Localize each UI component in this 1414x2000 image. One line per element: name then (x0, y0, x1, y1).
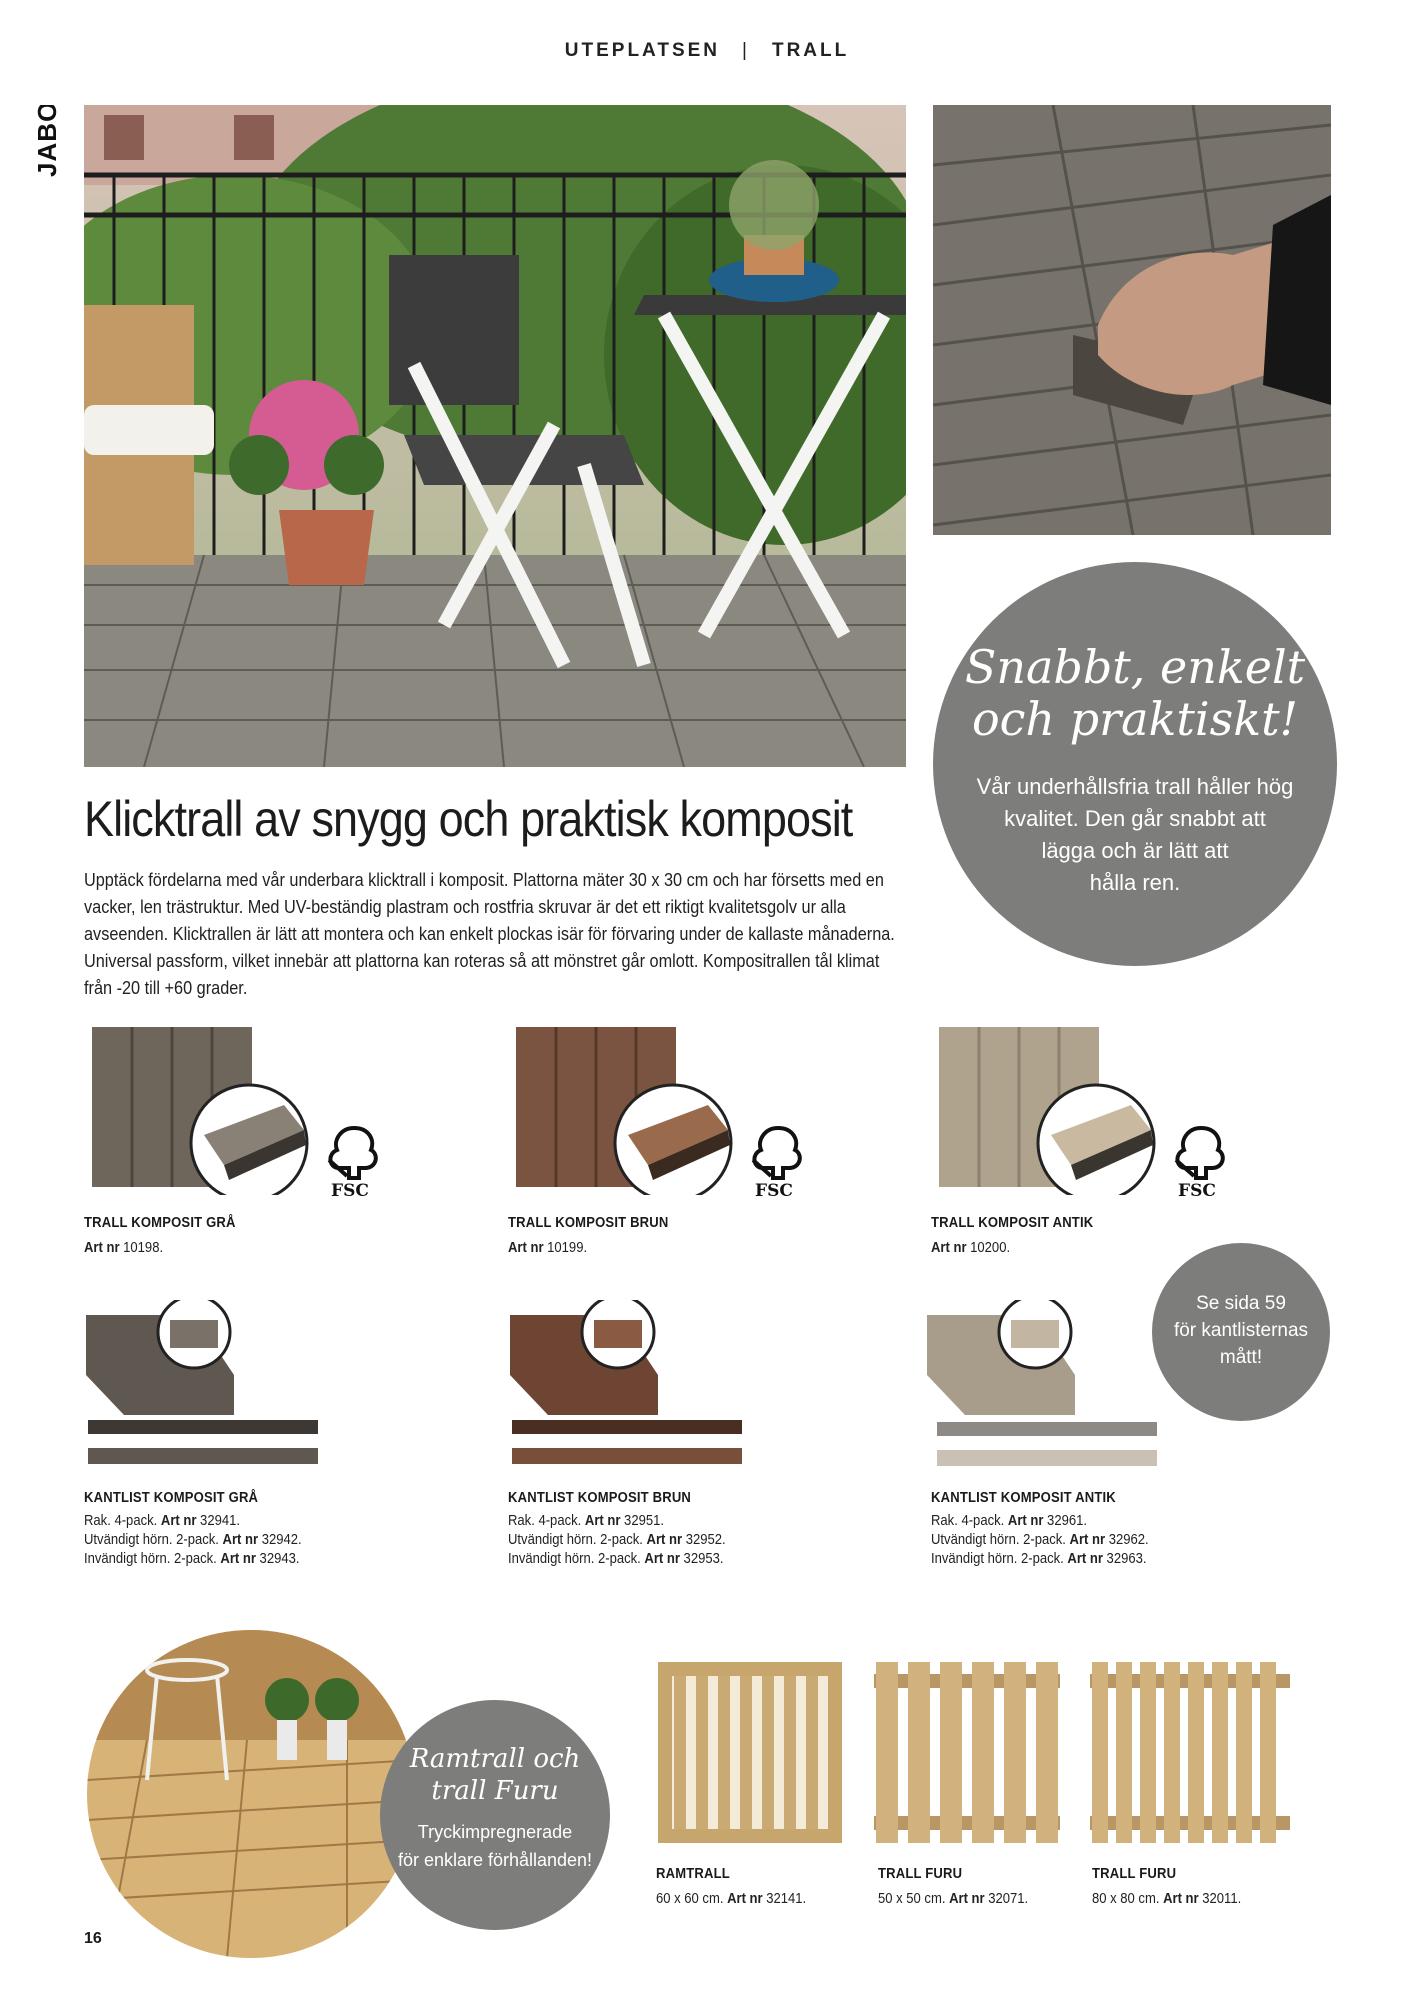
fsc-logo (743, 1120, 813, 1200)
tile-title-brown: TRALL KOMPOSIT BRUN (508, 1215, 669, 1231)
promo-script-line2: och praktiskt! (971, 692, 1299, 746)
furu-text-2: för enklare förhållanden! (397, 1850, 593, 1870)
edge-product-gray (84, 1300, 414, 1580)
edge-note-2: för kantlisternas (1173, 1320, 1309, 1341)
fsc-label: FSC (331, 1181, 369, 1200)
furu-script-line2: trall Furu (431, 1776, 559, 1806)
edge-line-gray-3: Invändigt hörn. 2-pack. Art nr 32943. (84, 1551, 300, 1567)
tile-product-brown (508, 1025, 838, 1265)
edge-title-brown: KANTLIST KOMPOSIT BRUN (508, 1490, 692, 1506)
page-headline: Klicktrall av snygg och praktisk komposit (84, 791, 853, 847)
edge-line-brown-3: Invändigt hörn. 2-pack. Art nr 32953. (508, 1551, 724, 1567)
promo-text-2: kvalitet. Den går snabbt att (1004, 806, 1266, 831)
furu-script-line1: Ramtrall och (409, 1744, 581, 1774)
brand-logo-text: JABO (32, 105, 62, 177)
edge-image-gray (84, 1300, 324, 1470)
edge-line-brown-2: Utvändigt hörn. 2-pack. Art nr 32952. (508, 1532, 726, 1548)
promo-text-1: Vår underhållsfria trall håller hög (976, 774, 1294, 799)
page-number: 16 (84, 1930, 102, 1947)
furu-product-ramtrall (656, 1660, 856, 1920)
pine-deck-photo (87, 1630, 415, 1958)
furu-title-3: TRALL FURU (1092, 1866, 1177, 1882)
furu-50-image (874, 1660, 1060, 1845)
edge-line-antik-2: Utvändigt hörn. 2-pack. Art nr 32962. (931, 1532, 1149, 1548)
furu-product-80 (1090, 1660, 1300, 1920)
edge-title-antik: KANTLIST KOMPOSIT ANTIK (931, 1490, 1116, 1506)
edge-line-gray-1: Rak. 4-pack. Art nr 32941. (84, 1513, 240, 1529)
furu-80-image (1090, 1660, 1290, 1845)
fsc-logo (319, 1120, 389, 1200)
edge-note-1: Se sida 59 (1196, 1293, 1286, 1314)
header-section: UTEPLATSEN (564, 40, 721, 61)
fsc-label: FSC (755, 1181, 793, 1200)
furu-circle (380, 1700, 610, 1930)
furu-line-2: 50 x 50 cm. Art nr 32071. (878, 1891, 1029, 1907)
edge-product-antik (925, 1300, 1255, 1580)
ramtrall-image (656, 1660, 844, 1845)
edge-note-3: mått! (1219, 1347, 1263, 1368)
header-topic: TRALL (771, 40, 850, 61)
edge-product-brown (508, 1300, 838, 1580)
furu-text-1: Tryckimpregnerade (417, 1822, 573, 1842)
edge-title-gray: KANTLIST KOMPOSIT GRÅ (84, 1490, 259, 1506)
section-header (0, 40, 1414, 62)
tile-art-brown: Art nr 10199. (508, 1240, 588, 1256)
tile-install-photo (933, 105, 1331, 535)
edge-image-brown (508, 1300, 748, 1470)
fsc-label: FSC (1178, 1181, 1216, 1200)
tile-title-gray: TRALL KOMPOSIT GRÅ (84, 1215, 236, 1231)
edge-line-brown-1: Rak. 4-pack. Art nr 32951. (508, 1513, 664, 1529)
promo-text-4: hålla ren. (1089, 870, 1181, 895)
intro-paragraph: Upptäck fördelarna med vår underbara klicktrall i komposit. Plattorna mäter 30 x 30 cm och har försetts med en vacker, len trästruktur. Med UV-beständig plastram och rostfria skruvar är det ett riktigt kvalitetsgolv ur alla avseenden. Klicktrallen är lätt att montera och kan enkelt plockas isär för förvaring under de kallaste månaderna. Universal passform, vilket innebär att plattorna kan roteras så att mönstret går omlott. Kompositrallen tål klimat från -20 till +60 grader. (84, 869, 895, 998)
header-separator: | (742, 40, 750, 61)
tile-art-gray: Art nr 10198. (84, 1240, 164, 1256)
promo-text-3: lägga och är lätt att (1041, 838, 1229, 863)
furu-line-1: 60 x 60 cm. Art nr 32141. (656, 1891, 807, 1907)
fsc-logo (1166, 1120, 1236, 1200)
furu-title-2: TRALL FURU (878, 1866, 963, 1882)
furu-product-50 (874, 1660, 1074, 1920)
edge-line-antik-3: Invändigt hörn. 2-pack. Art nr 32963. (931, 1551, 1147, 1567)
brand-logo (26, 105, 66, 185)
tile-product-antik (931, 1025, 1261, 1265)
edge-image-antik (925, 1300, 1165, 1470)
edge-line-gray-2: Utvändigt hörn. 2-pack. Art nr 32942. (84, 1532, 302, 1548)
furu-title-1: RAMTRALL (656, 1866, 730, 1882)
edge-line-antik-1: Rak. 4-pack. Art nr 32961. (931, 1513, 1087, 1529)
balcony-photo (84, 105, 906, 767)
promo-circle (933, 562, 1337, 966)
tile-title-antik: TRALL KOMPOSIT ANTIK (931, 1215, 1094, 1231)
tile-art-antik: Art nr 10200. (931, 1240, 1011, 1256)
promo-script-line1: Snabbt, enkelt (964, 640, 1306, 694)
furu-line-3: 80 x 80 cm. Art nr 32011. (1092, 1891, 1242, 1907)
tile-product-gray (84, 1025, 414, 1265)
